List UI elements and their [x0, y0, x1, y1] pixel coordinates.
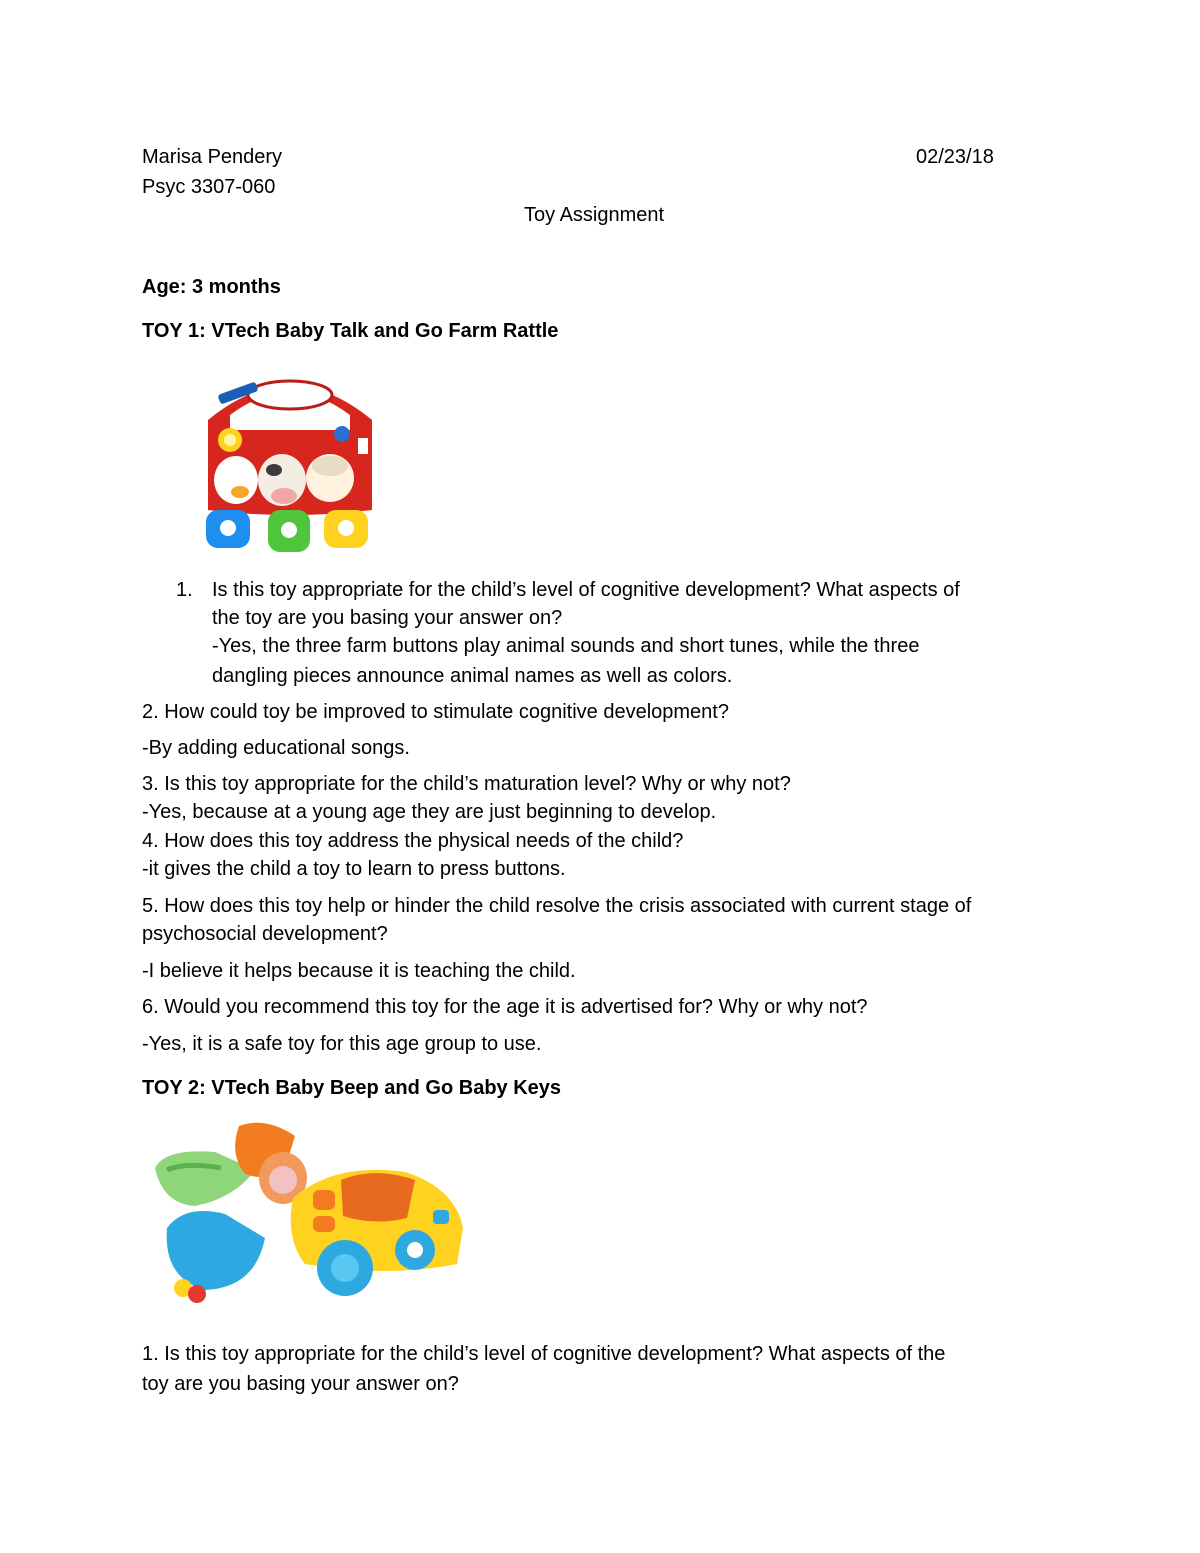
- assignment-date: 02/23/18: [916, 146, 994, 168]
- toy1-q1-line2: the toy are you basing your answer on?: [212, 607, 563, 629]
- toy1-heading: TOY 1: VTech Baby Talk and Go Farm Rattle: [142, 320, 559, 342]
- toy1-q3: 3. Is this toy appropriate for the child’s maturation level? Why or why not?: [142, 773, 791, 795]
- toy1-a2: -By adding educational songs.: [142, 737, 410, 759]
- farm-rattle-toy-image: [190, 360, 390, 555]
- toy1-a4: -it gives the child a toy to learn to press buttons.: [142, 858, 566, 880]
- toy1-q1-line1: Is this toy appropriate for the child’s level of cognitive development? What aspects of: [212, 579, 960, 601]
- toy1-q1-number: 1.: [176, 579, 193, 601]
- toy1-q5-line2: psychosocial development?: [142, 923, 388, 945]
- toy2-heading: TOY 2: VTech Baby Beep and Go Baby Keys: [142, 1077, 562, 1099]
- toy1-q4: 4. How does this toy address the physical needs of the child?: [142, 830, 684, 852]
- student-name: Marisa Pendery: [142, 146, 283, 168]
- toy1-q2: 2. How could toy be improved to stimulate cognitive development?: [142, 701, 729, 723]
- toy2-q1-line1: 1. Is this toy appropriate for the child’s level of cognitive development? What aspects of the: [142, 1343, 946, 1365]
- toy1-a1-line2: dangling pieces announce animal names as well as colors.: [212, 665, 733, 687]
- toy1-a6: -Yes, it is a safe toy for this age group to use.: [142, 1033, 542, 1055]
- age-line: Age: 3 months: [142, 276, 281, 298]
- toy2-q1-line2: toy are you basing your answer on?: [142, 1373, 459, 1395]
- document-title: Toy Assignment: [524, 204, 665, 226]
- course-code: Psyc 3307-060: [142, 176, 276, 198]
- toy1-q6: 6. Would you recommend this toy for the age it is advertised for? Why or why not?: [142, 996, 868, 1018]
- toy1-a1-line1: -Yes, the three farm buttons play animal sounds and short tunes, while the three: [212, 635, 920, 657]
- toy1-a5: -I believe it helps because it is teaching the child.: [142, 960, 576, 982]
- toy1-q5-line1: 5. How does this toy help or hinder the child resolve the crisis associated with current stage of: [142, 895, 972, 917]
- baby-keys-toy-image: [145, 1118, 465, 1330]
- toy1-a3: -Yes, because at a young age they are just beginning to develop.: [142, 801, 717, 823]
